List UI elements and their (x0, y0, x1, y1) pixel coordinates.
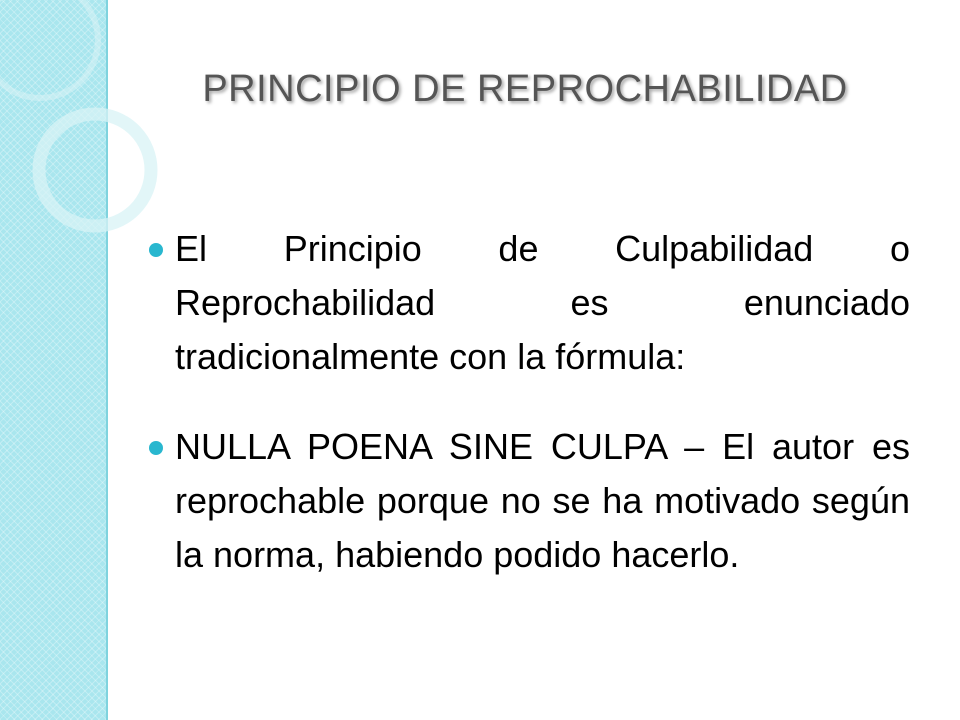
bullet-item: NULLA POENA SINE CULPA – El autor es reprochable porque no se ha motivado según la norma, habiendo podido hacerlo. (175, 420, 910, 582)
slide-title: PRINCIPIO DE REPROCHABILIDAD (202, 68, 848, 110)
decorative-circle-small (0, 0, 98, 98)
bullet-item: El Principio de Culpabilidad o Reprochabilidad es enunciado tradicionalmente con la fórmula: (175, 222, 910, 384)
decorative-circle-large (39, 114, 151, 226)
bullet-list (175, 222, 910, 618)
